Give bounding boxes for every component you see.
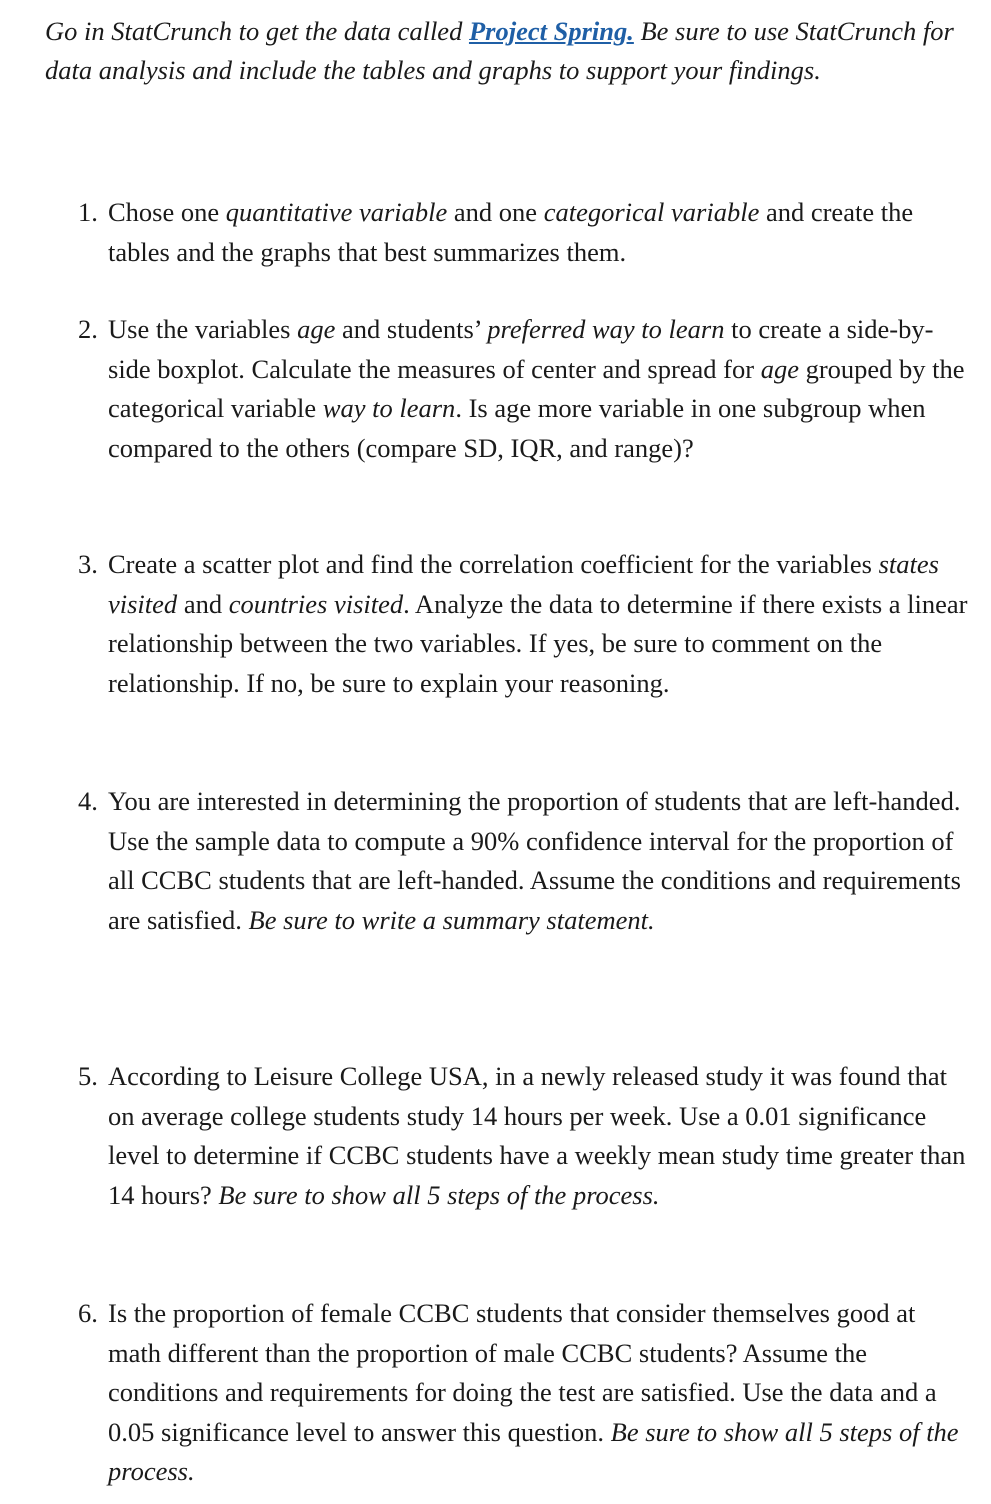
question-emphasis: age (760, 353, 799, 384)
question-text: grouped by the categorical variable (108, 353, 965, 423)
intro-paragraph (45, 12, 965, 89)
question-emphasis: Be sure to write a summary statement. (248, 904, 655, 935)
question-number: 5. (78, 1061, 98, 1091)
question-text: According to Leisure College USA, in a newly released study it was found that on average college students study 14 hours per week. Use a 0.01 significance level to determine if CCBC students have a weekly mean study time greater than 14 hours? (108, 1061, 966, 1210)
question-5 (78, 1057, 968, 1215)
question-text: . Is age more variable in one subgroup when compared to the others (compare SD, IQR, and range)? (108, 393, 926, 463)
question-4 (78, 782, 968, 940)
question-emphasis: states visited (108, 549, 939, 619)
question-emphasis: quantitative variable (225, 197, 448, 227)
question-6 (78, 1294, 968, 1492)
question-emphasis: Be sure to show all 5 steps of the process. (218, 1179, 660, 1210)
question-emphasis: countries visited (228, 588, 404, 619)
project-spring-link[interactable]: Project Spring. (468, 16, 634, 46)
question-emphasis: preferred way to learn (487, 314, 725, 344)
question-number: 2. (78, 314, 98, 344)
question-text: to create a side-by-side boxplot. Calculate the measures of center and spread for (108, 314, 934, 384)
intro-text-after: Be sure to use StatCrunch for data analysis and include the tables and graphs to support your findings. (45, 16, 954, 85)
question-text: You are interested in determining the proportion of students that are left-handed. Use the sample data to compute a 90% confidence interval for the proportion of all CCBC students that are left-handed. Assume the conditions and requirements are satisfied. (108, 786, 961, 935)
question-text: Is the proportion of female CCBC students that consider themselves good at math different than the proportion of male CCBC students? Assume the conditions and requirements for doing the test are satisfied. Use the data and a 0.05 significance level to answer this question. (108, 1298, 937, 1447)
intro-text-before: Go in StatCrunch to get the data called (45, 16, 469, 46)
question-number: 6. (78, 1298, 98, 1328)
question-2 (78, 310, 968, 468)
question-text: and create the tables and the graphs that best summarizes them. (108, 197, 914, 267)
question-1 (78, 193, 968, 272)
question-emphasis: Be sure to show all 5 steps of the process. (108, 1416, 959, 1486)
question-text: and (177, 588, 229, 619)
question-emphasis: way to learn (322, 393, 456, 423)
question-number: 3. (78, 549, 98, 579)
question-text: Create a scatter plot and find the correlation coefficient for the variables (108, 549, 879, 579)
question-number: 4. (78, 786, 98, 816)
question-text: and students’ (335, 314, 488, 344)
question-emphasis: age (297, 314, 336, 344)
question-text: . Analyze the data to determine if there exists a linear relationship between the two variables. If yes, be sure to comment on the relationship. If no, be sure to explain your reasoning. (108, 588, 968, 698)
question-emphasis: categorical variable (543, 197, 760, 227)
question-text: Chose one (108, 197, 226, 227)
question-3 (78, 545, 968, 703)
question-number: 1. (78, 197, 98, 227)
question-text: and one (447, 197, 544, 227)
question-text: Use the variables (108, 314, 298, 344)
